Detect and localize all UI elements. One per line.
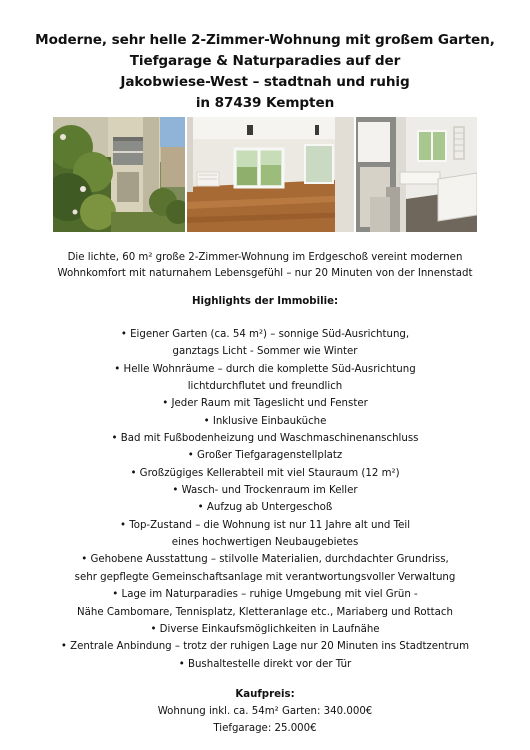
bathroom-photo — [356, 117, 477, 232]
listing-title — [0, 30, 530, 114]
highlights-list — [0, 326, 530, 673]
highlight-line: • Bad mit Fußbodenheizung und Waschmaschinenanschluss — [111, 433, 419, 445]
title-line: Moderne, sehr helle 2-Zimmer-Wohnung mit großem Garten, — [35, 32, 495, 48]
highlight-line: • Zentrale Anbindung – trotz der ruhigen Lage nur 20 Minuten ins Stadtzentrum — [60, 641, 470, 653]
highlight-line: • Top-Zustand – die Wohnung ist nur 11 Jahre alt und Teil — [119, 519, 411, 531]
highlight-line: • Jeder Raum mit Tageslicht und Fenster — [162, 398, 368, 410]
highlight-line: • Großer Tiefgaragenstellplatz — [187, 450, 343, 462]
highlight-line: • Wasch- und Trockenraum im Keller — [172, 485, 358, 497]
price-line-apartment: Wohnung inkl. ca. 54m² Garten: 340.000€ — [157, 706, 373, 717]
highlight-line: eines hochwertigen Neubaugebietes — [171, 537, 359, 549]
highlight-line: • Bushaltestelle direkt vor der Tür — [178, 658, 352, 670]
price-details — [0, 704, 530, 737]
highlight-line: • Lage im Naturparadies – ruhige Umgebung mit viel Grün - — [112, 589, 418, 601]
highlight-line: • Großzügiges Kellerabteil mit viel Stauraum (12 m²) — [130, 467, 400, 479]
living-room-photo — [187, 117, 354, 232]
photo-strip — [53, 117, 477, 232]
highlight-line: • Inklusive Einbauküche — [203, 415, 327, 427]
title-line: in 87439 Kempten — [195, 95, 335, 111]
price-heading: Kaufpreis: — [235, 689, 295, 700]
highlight-line: • Diverse Einkaufsmöglichkeiten in Laufnähe — [150, 623, 380, 635]
highlight-line: sehr gepflegte Gemeinschaftsanlage mit verantwortungsvoller Verwaltung — [74, 571, 456, 583]
price-line-garage: Tiefgarage: 25.000€ — [213, 722, 317, 734]
highlight-line: • Gehobene Ausstattung – stilvolle Materialien, durchdachter Grundriss, — [81, 554, 449, 566]
intro-text — [0, 250, 530, 282]
intro-line: Die lichte, 60 m² große 2-Zimmer-Wohnung im Erdgeschoß vereint modernen — [67, 252, 463, 263]
title-line: Tiefgarage & Naturparadies auf der — [129, 53, 401, 69]
intro-line: Wohnkomfort mit naturnahem Lebensgefühl – nur 20 Minuten von der Innenstadt — [57, 268, 473, 279]
highlight-line: ganztags Licht - Sommer wie Winter — [172, 346, 358, 358]
highlight-line: • Eigener Garten (ca. 54 m²) – sonnige Süd-Ausrichtung, — [120, 329, 410, 340]
highlight-line: • Helle Wohnräume – durch die komplette Süd-Ausrichtung — [114, 363, 416, 375]
highlight-line: Nähe Cambomare, Tennisplatz, Kletteranlage etc., Mariaberg und Rottach — [77, 606, 453, 618]
title-line: Jakobwiese-West – stadtnah und ruhig — [120, 74, 410, 90]
highlights-heading: Highlights der Immobilie: — [191, 296, 339, 307]
highlight-line: lichtdurchflutet und freundlich — [187, 381, 343, 393]
highlight-line: • Aufzug ab Untergeschoß — [197, 502, 333, 514]
garden-facade-photo — [53, 117, 185, 232]
